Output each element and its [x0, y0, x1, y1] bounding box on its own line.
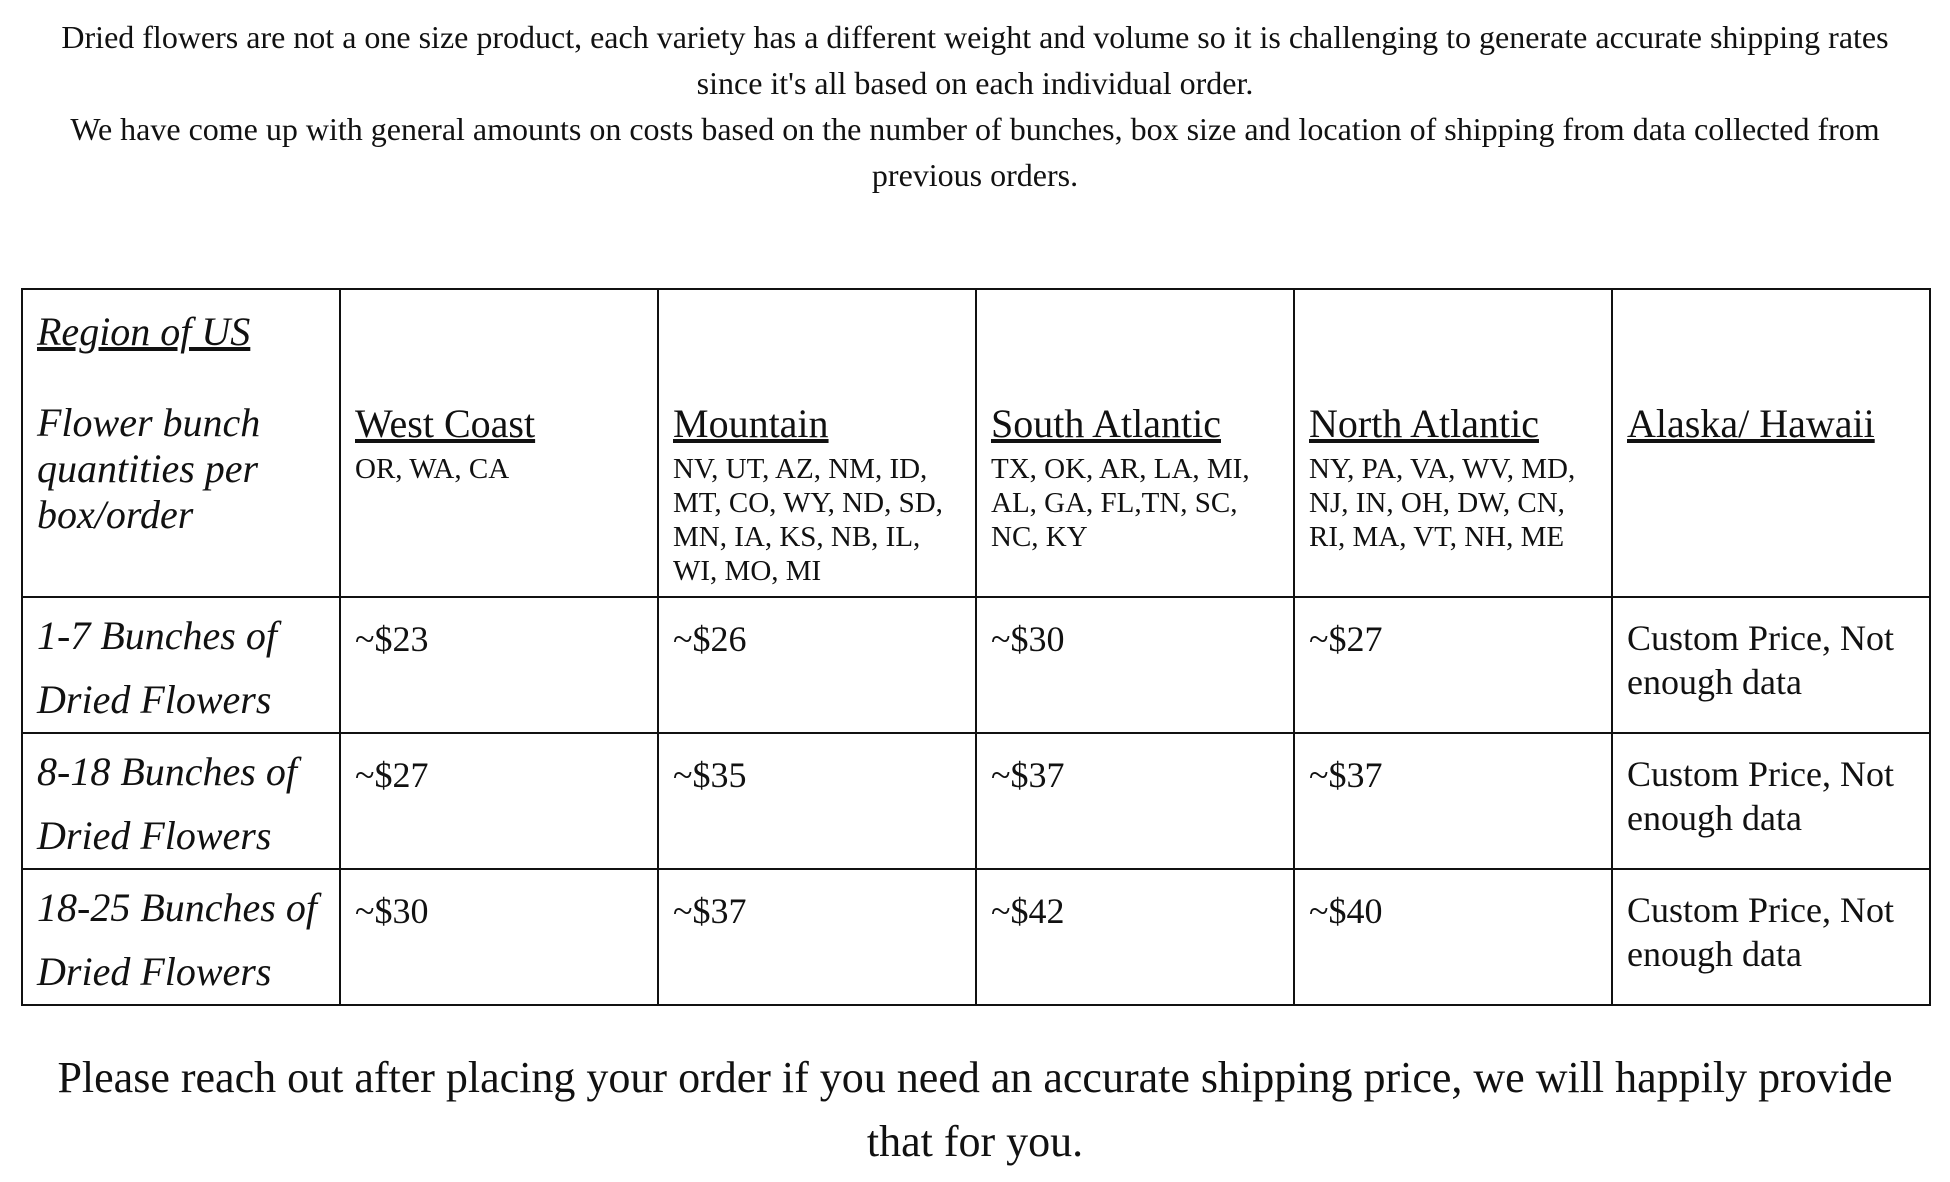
intro-text	[60, 14, 1890, 198]
region-name: West Coast	[355, 401, 536, 446]
price-cell	[976, 733, 1294, 869]
tier-label-cell	[22, 733, 340, 869]
custom-price-note: Custom Price, Not enough data	[1627, 618, 1894, 702]
price-cell	[340, 733, 658, 869]
price-value: ~$26	[673, 619, 747, 659]
corner-cell	[22, 289, 340, 597]
custom-price-cell	[1612, 597, 1930, 733]
custom-price-note: Custom Price, Not enough data	[1627, 754, 1894, 838]
region-states: TX, OK, AR, LA, MI, AL, GA, FL,TN, SC, NC, KY	[991, 453, 1250, 553]
price-value: ~$27	[355, 755, 429, 795]
price-value: ~$40	[1309, 891, 1383, 931]
price-value: ~$37	[673, 891, 747, 931]
region-states: OR, WA, CA	[355, 453, 510, 485]
price-value: ~$23	[355, 619, 429, 659]
table-row	[22, 597, 1930, 733]
table-header-row	[22, 289, 1930, 597]
price-cell	[340, 869, 658, 1005]
tier-label: 18-25 Bunches of Dried Flowers	[37, 885, 317, 994]
region-states: NV, UT, AZ, NM, ID, MT, CO, WY, ND, SD, MN, IA, KS, NB, IL, WI, MO, MI	[673, 453, 943, 587]
custom-price-note: Custom Price, Not enough data	[1627, 890, 1894, 974]
tier-label-cell	[22, 597, 340, 733]
tier-label: 8-18 Bunches of Dried Flowers	[37, 749, 297, 858]
table-row	[22, 733, 1930, 869]
intro-paragraph-2: We have come up with general amounts on costs based on the number of bunches, box size and location of shipping from data collected from previous orders.	[70, 111, 1880, 193]
region-name: North Atlantic	[1309, 401, 1539, 446]
price-value: ~$30	[355, 891, 429, 931]
custom-price-cell	[1612, 869, 1930, 1005]
outro-text: Please reach out after placing your order if you need an accurate shipping price, we will happily provide that for you.	[57, 1053, 1893, 1166]
region-header-south-atlantic	[976, 289, 1294, 597]
shipping-rates-table	[21, 288, 1931, 1006]
price-value: ~$30	[991, 619, 1065, 659]
tier-label: 1-7 Bunches of Dried Flowers	[37, 613, 277, 722]
corner-subtitle: Flower bunch quantities per box/order	[37, 400, 261, 537]
price-cell	[658, 597, 976, 733]
custom-price-cell	[1612, 733, 1930, 869]
region-name: Mountain	[673, 401, 829, 446]
price-cell	[976, 869, 1294, 1005]
region-states: NY, PA, VA, WV, MD, NJ, IN, OH, DW, CN, RI, MA, VT, NH, ME	[1309, 453, 1576, 553]
price-value: ~$37	[991, 755, 1065, 795]
region-name: South Atlantic	[991, 401, 1221, 446]
price-cell	[1294, 869, 1612, 1005]
price-cell	[340, 597, 658, 733]
table-row	[22, 869, 1930, 1005]
tier-label-cell	[22, 869, 340, 1005]
price-cell	[1294, 597, 1612, 733]
price-cell	[1294, 733, 1612, 869]
region-header-mountain	[658, 289, 976, 597]
price-value: ~$35	[673, 755, 747, 795]
corner-title: Region of US	[37, 309, 251, 354]
price-value: ~$42	[991, 891, 1065, 931]
intro-paragraph-1: Dried flowers are not a one size product, each variety has a different weight and volume so it is challenging to generate accurate shipping rates since it's all based on each individual order.	[61, 19, 1889, 101]
price-value: ~$37	[1309, 755, 1383, 795]
region-header-alaska-hawaii	[1612, 289, 1930, 597]
price-cell	[976, 597, 1294, 733]
region-header-west-coast	[340, 289, 658, 597]
region-header-north-atlantic	[1294, 289, 1612, 597]
price-value: ~$27	[1309, 619, 1383, 659]
price-cell	[658, 869, 976, 1005]
price-cell	[658, 733, 976, 869]
region-name: Alaska/ Hawaii	[1627, 401, 1875, 446]
